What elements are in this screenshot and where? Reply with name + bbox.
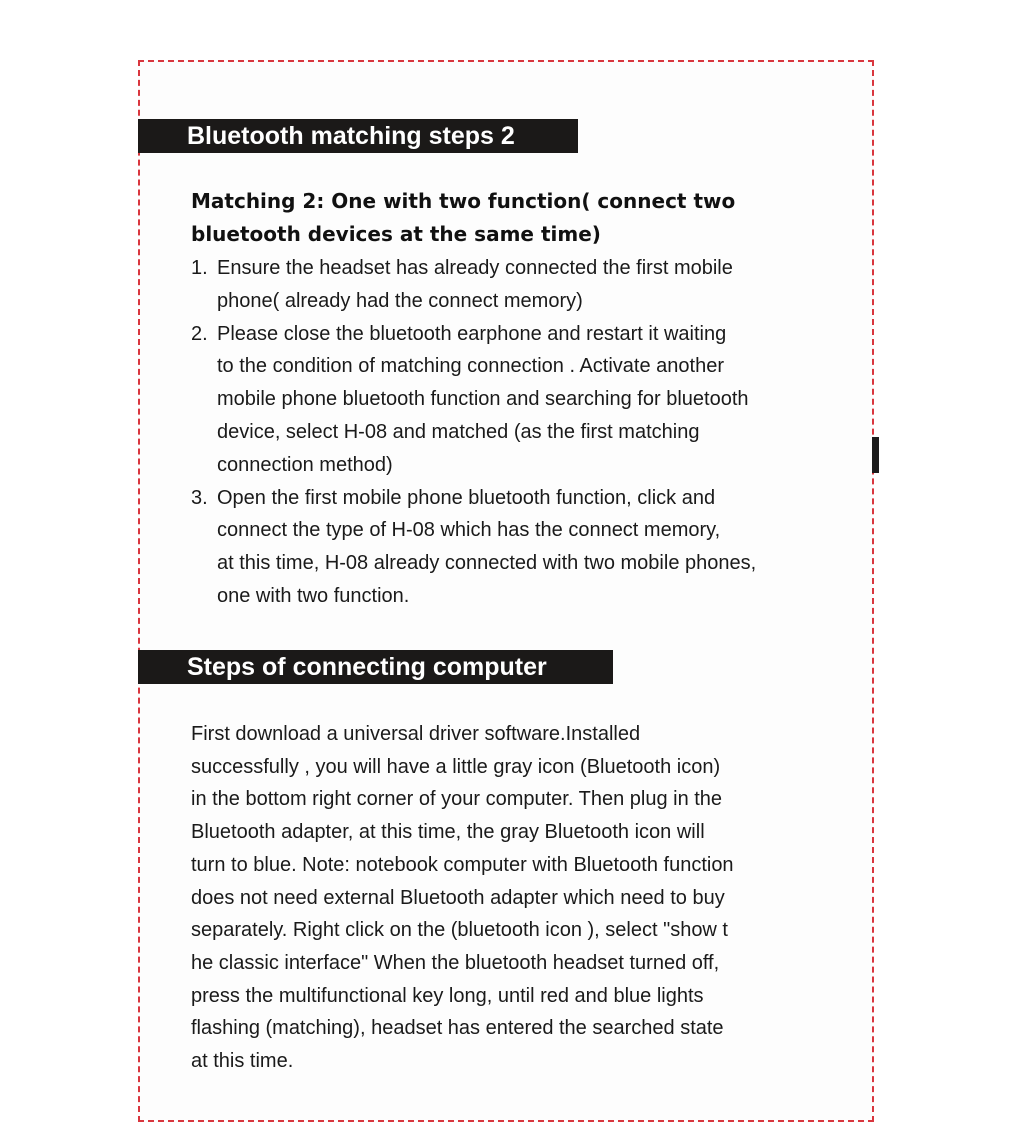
section-heading-connecting-computer: Steps of connecting computer <box>138 650 613 684</box>
step-item <box>191 252 871 318</box>
step-text <box>217 482 871 613</box>
step-line: mobile phone bluetooth function and searching for bluetooth <box>217 388 749 411</box>
step-line: connection method) <box>217 453 393 476</box>
paragraph-line: in the bottom right corner of your computer. Then plug in the <box>191 788 723 811</box>
edge-tab-marker <box>872 437 879 473</box>
step-line: to the condition of matching connection . Activate another <box>217 355 724 378</box>
paragraph-line: turn to blue. Note: notebook computer with Bluetooth function <box>191 853 734 876</box>
step-line: one with two function. <box>217 584 410 607</box>
paragraph-line: Bluetooth adapter, at this time, the gray Bluetooth icon will <box>191 821 705 844</box>
step-text <box>217 318 871 482</box>
step-text <box>217 252 871 318</box>
step-item <box>191 318 871 482</box>
step-line: Please close the bluetooth earphone and restart it waiting <box>217 322 727 345</box>
computer-connection-paragraph <box>191 718 831 1078</box>
subtitle-line: Matching 2: One with two function( connect two <box>191 189 736 213</box>
subtitle-line: bluetooth devices at the same time) <box>191 222 601 246</box>
paragraph-line: separately. Right click on the (bluetooth icon ), select "show t <box>191 919 728 942</box>
paragraph-line: successfully , you will have a little gray icon (Bluetooth icon) <box>191 755 721 778</box>
step-number: 1. <box>191 257 208 279</box>
paragraph-line: at this time. <box>191 1050 294 1073</box>
step-line: Open the first mobile phone bluetooth function, click and <box>217 486 716 509</box>
step-line: phone( already had the connect memory) <box>217 289 583 312</box>
step-item <box>191 482 871 613</box>
step-line: Ensure the headset has already connected the first mobile <box>217 257 733 279</box>
step-line: connect the type of H-08 which has the connect memory, <box>217 519 721 542</box>
paragraph-line: he classic interface" When the bluetooth headset turned off, <box>191 951 720 974</box>
paragraph-line: flashing (matching), headset has entered the searched state <box>191 1017 724 1040</box>
paragraph-line: First download a universal driver software.Installed <box>191 723 641 745</box>
step-line: at this time, H-08 already connected with two mobile phones, <box>217 552 757 575</box>
step-line: device, select H-08 and matched (as the first matching <box>217 420 700 443</box>
step-number: 3. <box>191 486 208 509</box>
paragraph-line: press the multifunctional key long, until red and blue lights <box>191 984 704 1007</box>
step-number: 2. <box>191 322 208 345</box>
matching-subtitle <box>191 185 851 251</box>
paragraph-line: does not need external Bluetooth adapter which need to buy <box>191 886 725 909</box>
matching-steps-list <box>191 252 871 613</box>
section-heading-bluetooth-matching: Bluetooth matching steps 2 <box>138 119 578 153</box>
